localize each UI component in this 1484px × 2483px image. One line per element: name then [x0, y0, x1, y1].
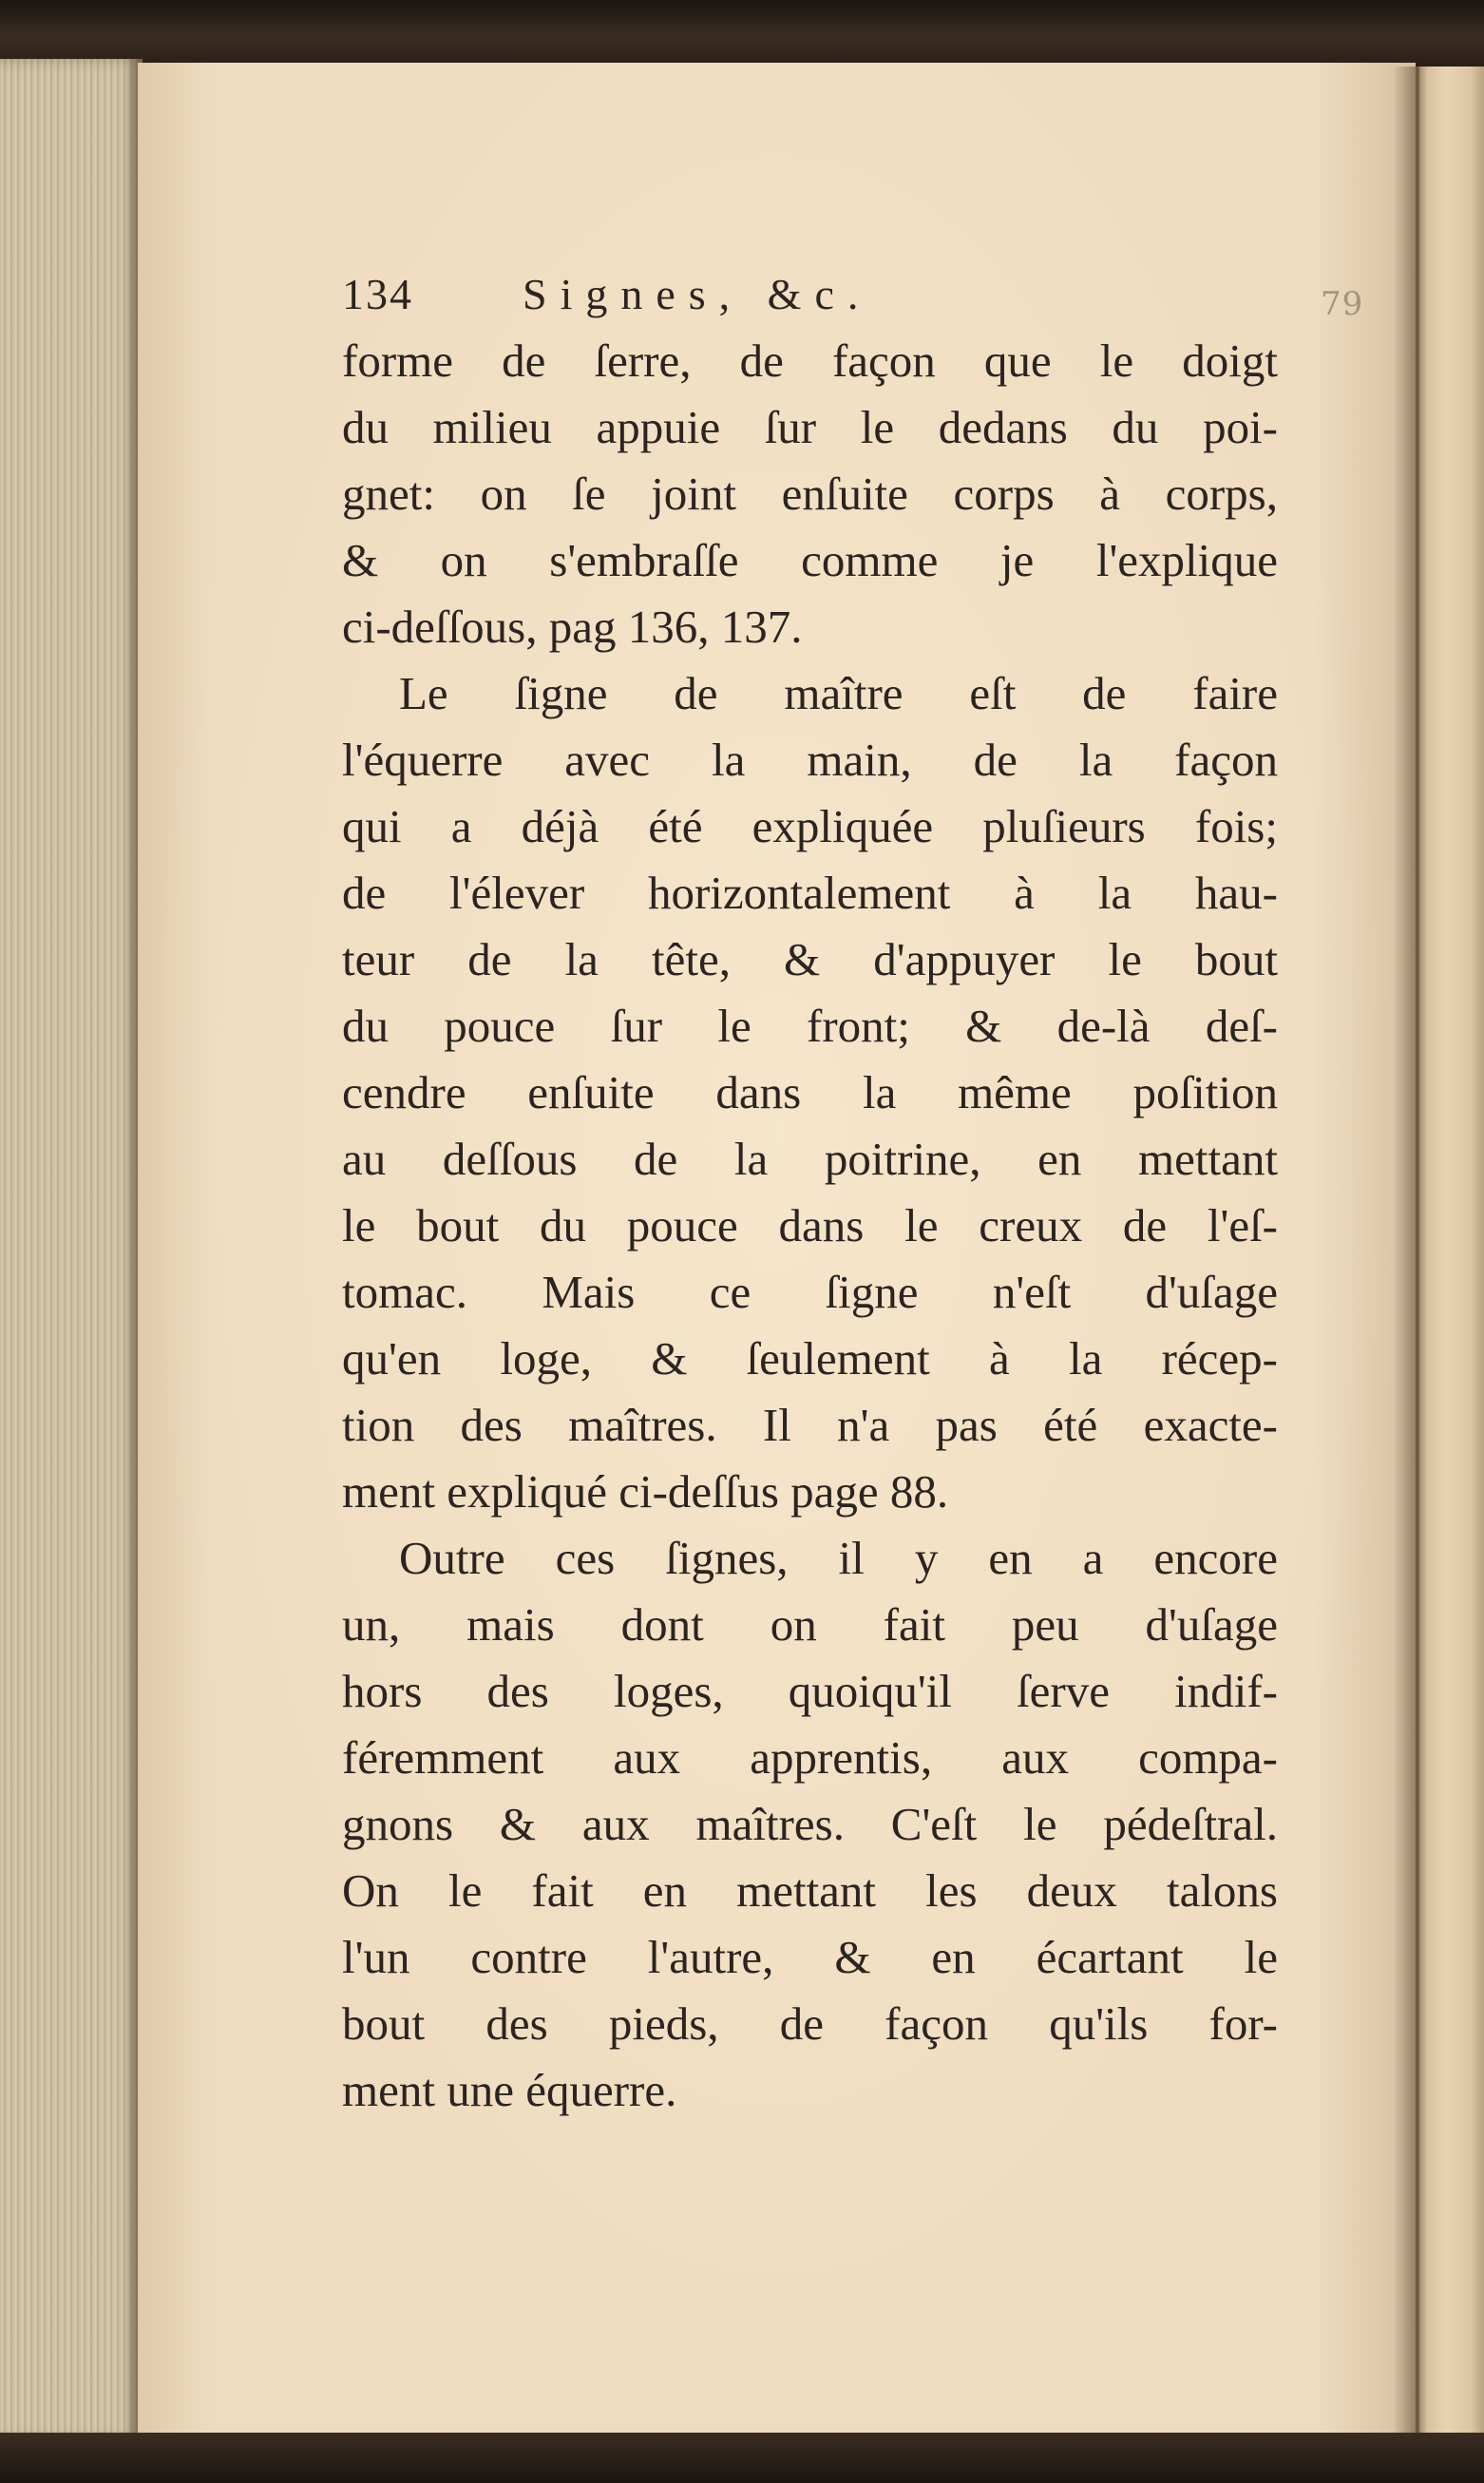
text-line: l'un contre l'autre, & en écartant le: [342, 1931, 1278, 1983]
text-line: du milieu appuie ſur le dedans du poi-: [342, 401, 1278, 453]
page-edges-stack: [0, 59, 143, 2439]
text-line: qui a déjà été expliquée pluſieurs fois;: [342, 800, 1278, 852]
text-line: qu'en loge, & ſeulement à la récep-: [342, 1332, 1278, 1385]
gutter-shadow: [1393, 67, 1419, 2437]
text-line: & on s'embraſſe comme je l'explique: [342, 534, 1278, 586]
text-line: le bout du pouce dans le creux de l'eſ-: [342, 1199, 1278, 1251]
text-line: un, mais dont on fait peu d'uſage: [342, 1598, 1278, 1651]
text-line: On le fait en mettant les deux talons: [342, 1864, 1278, 1917]
binding-bottom-edge: [0, 2433, 1484, 2483]
running-title: Signes, &c.: [523, 270, 872, 318]
page-text: [342, 261, 1278, 2124]
bleed-through-mark: 79: [1321, 285, 1364, 323]
text-line: hors des loges, quoiqu'il ſerve indif-: [342, 1665, 1278, 1717]
text-line: ci-deſſous, pag 136, 137.: [342, 601, 803, 653]
body-text: [342, 328, 1278, 2124]
text-line: tion des maîtres. Il n'a pas été exacte-: [342, 1399, 1278, 1451]
text-line: au deſſous de la poitrine, en mettant: [342, 1133, 1278, 1185]
facing-page-edge: [1416, 67, 1484, 2437]
text-line: ment une équerre.: [342, 2064, 677, 2116]
text-line: cendre enſuite dans la même poſition: [342, 1066, 1278, 1118]
text-line: féremment aux apprentis, aux compa-: [342, 1731, 1278, 1784]
text-line: teur de la tête, & d'appuyer le bout: [342, 933, 1278, 985]
text-line: forme de ſerre, de façon que le doigt: [342, 334, 1278, 387]
text-line: bout des pieds, de façon qu'ils for-: [342, 1997, 1278, 2050]
text-line: ment expliqué ci-deſſus page 88.: [342, 1465, 949, 1518]
running-head: [342, 261, 1278, 328]
page-number: 134: [342, 270, 413, 318]
text-line: gnons & aux maîtres. C'eſt le pédeſtral.: [342, 1798, 1278, 1850]
text-line: l'équerre avec la main, de la façon: [342, 734, 1278, 786]
text-line: de l'élever horizontalement à la hau-: [342, 867, 1278, 919]
binding-top-edge: [0, 0, 1484, 67]
text-line: Le ſigne de maître eſt de faire: [399, 667, 1278, 719]
text-line: gnet: on ſe joint enſuite corps à corps,: [342, 468, 1278, 520]
text-line: Outre ces ſignes, il y en a encore: [399, 1532, 1278, 1584]
text-line: du pouce ſur le front; & de-là deſ-: [342, 1000, 1278, 1052]
text-line: tomac. Mais ce ſigne n'eſt d'uſage: [342, 1266, 1278, 1318]
